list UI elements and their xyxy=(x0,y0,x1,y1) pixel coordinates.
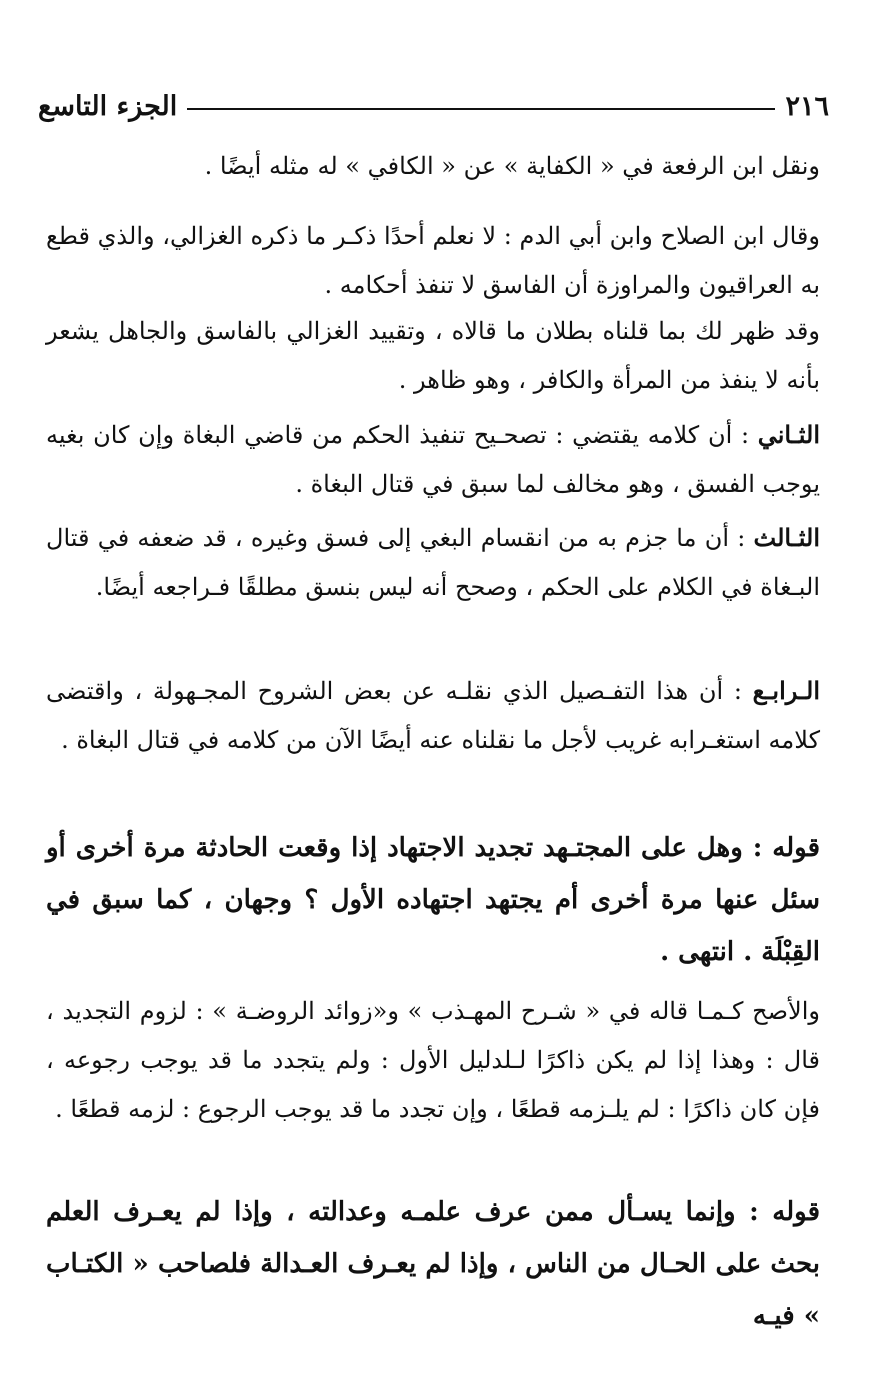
paragraph-body xyxy=(46,666,820,765)
paragraph-lead: الـرابـع xyxy=(752,676,820,705)
paragraph-text: وقد ظهر لك بما قلناه بطلان ما قالاه ، وتقييد الغزالي بالفاسق والجاهل يشعر بأنه لا ينفذ من المرأة والكافر ، وهو ظاهر . xyxy=(46,317,820,394)
paragraph-text: ونقل ابن الرفعة في « الكفاية » عن « الكافي » له مثله أيضًا . xyxy=(204,152,820,180)
quoted-paragraph xyxy=(46,1186,820,1342)
paragraph-text: : أن ما جزم به من انقسام البغي إلى فسق وغيره ، قد ضعفه في قتال البـغاة في الكلام على الحكم ، وصحح أنه ليس بنسق مطلقًا فـراجعه أيضًا. xyxy=(46,524,820,601)
volume-title: الجزء التاسع xyxy=(38,90,178,122)
paragraph-lead: الثـاني xyxy=(757,420,820,449)
paragraph xyxy=(46,987,820,1134)
paragraph-text: وقال ابن الصلاح وابن أبي الدم : لا نعلم أحدًا ذكـر ما ذكره الغزالي، والذي قطع به العراقيون والمراوزة أن الفاسق لا تنفذ أحكامه . xyxy=(46,222,820,299)
page-header xyxy=(38,84,829,128)
paragraph-text: : أن هذا التفـصيل الذي نقلـه عن بعض الشروح المجـهولة ، واقتضى كلامه استغـرابه غريب لأجل ما نقلناه عنه أيضًا الآن من كلامه في قتال البغاة . xyxy=(46,677,820,754)
page-number: ٢١٦ xyxy=(785,90,829,122)
paragraph-lead: الثـالث xyxy=(753,523,820,552)
paragraph-text: والأصح كـمـا قاله في « شـرح المهـذب » و«زوائد الروضـة » : لزوم التجديد ، قال : وهذا إذا لم يكن ذاكرًا لـلدليل الأول : ولم يتجدد ما قد يوجب رجوعه ، فإن كان ذاكرًا : لم يلـزمه قطعًا ، وإن تجدد ما قد يوجب الرجوع : لزمه قطعًا . xyxy=(46,997,820,1123)
paragraph xyxy=(46,307,820,405)
paragraph-body xyxy=(46,513,820,612)
paragraph xyxy=(46,666,820,765)
paragraph-text: قوله : وهل على المجتـهد تجديد الاجتهاد إذا وقعت الحادثة مرة أخرى أو سئل عنها مرة أخرى أم يجتهد اجتهاده الأول ؟ وجهان ، كما سبق في القِبْلَة . انتهى . xyxy=(46,833,820,967)
header-rule xyxy=(187,108,775,110)
paragraph xyxy=(46,513,820,612)
quoted-paragraph xyxy=(46,822,820,978)
paragraph xyxy=(46,212,820,310)
paragraph-text: : أن كلامه يقتضي : تصحـيح تنفيذ الحكم من قاضي البغاة وإن كان بغيه يوجب الفسق ، وهو مخالف لما سبق في قتال البغاة . xyxy=(46,421,820,498)
paragraph-text: قوله : وإنما يسـأل ممن عرف علمـه وعدالته ، وإذا لم يعـرف العلم بحث على الحـال من الناس ، وإذا لم يعـرف العـدالة فلصاحب « الكتـاب » فيـه xyxy=(46,1197,820,1331)
paragraph-body xyxy=(46,410,820,509)
paragraph xyxy=(46,410,820,509)
paragraph xyxy=(46,142,820,191)
